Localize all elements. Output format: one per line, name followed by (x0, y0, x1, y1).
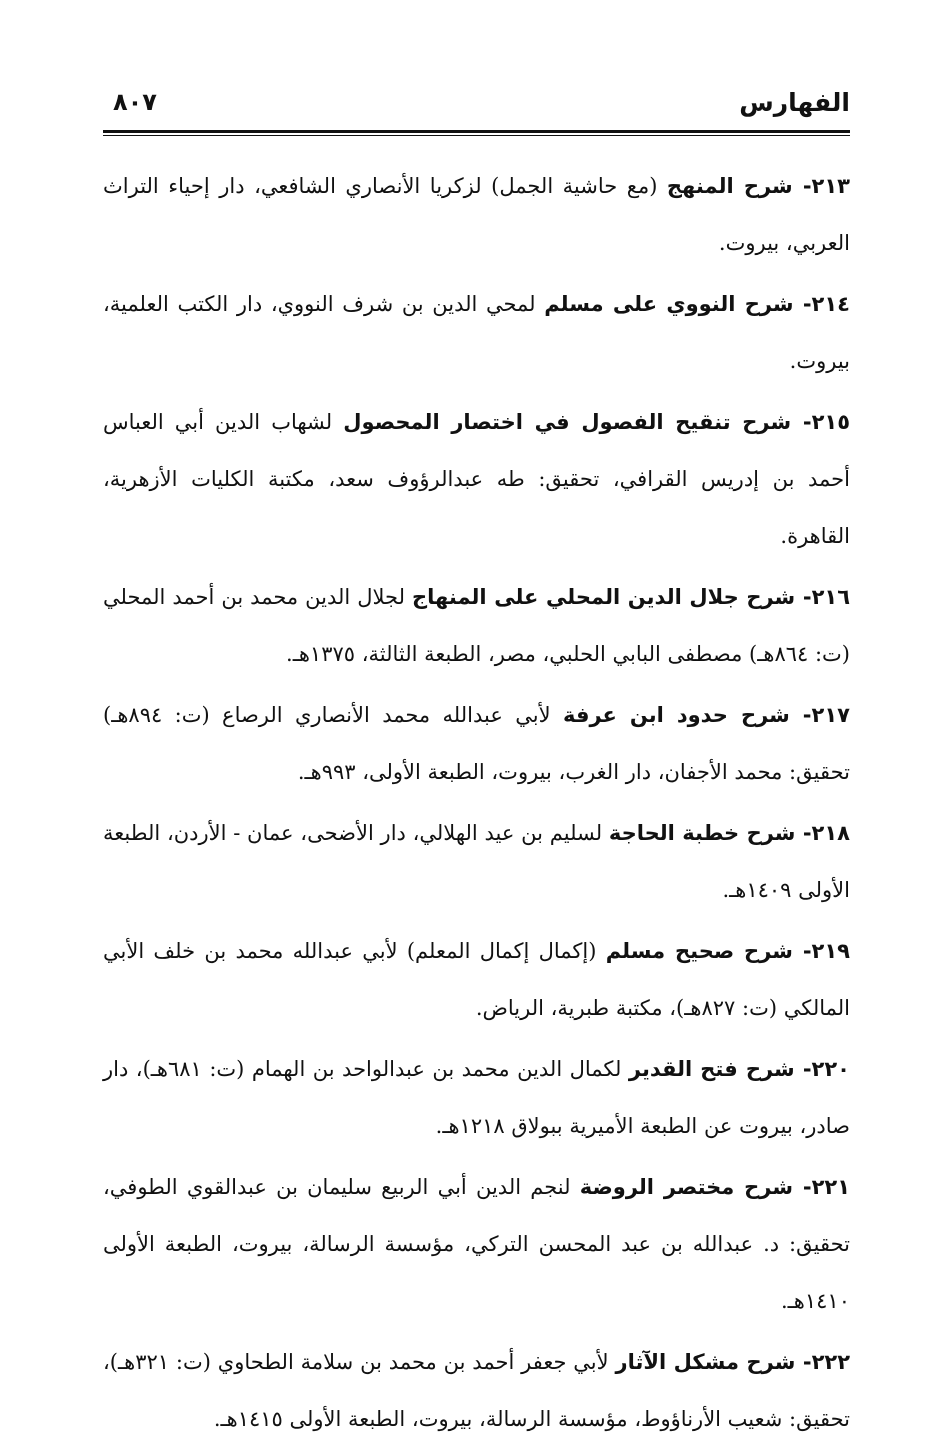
section-title: الفهارس (739, 88, 850, 117)
entry-details: لأبي جعفر أحمد بن محمد بن سلامة الطحاوي (ت: ٣٢١هـ)، تحقيق: شعيب الأرناؤوط، مؤسسة الرسالة، بيروت، الطبعة الأولى ١٤١٥هـ. (103, 1350, 850, 1431)
page-header (103, 88, 850, 130)
entry-details: لنجم الدين أبي الربيع سليمان بن عبدالقوي الطوفي، تحقيق: د. عبدالله بن عبد المحسن التركي، مؤسسة الرسالة، بيروت، الطبعة الأولى ١٤١٠هـ. (103, 1175, 850, 1313)
entry-number: ٢٢٢- (795, 1350, 851, 1374)
entry-number: ٢١٨- (795, 821, 850, 845)
entry-details: لشهاب الدين أبي العباس أحمد بن إدريس القرافي، تحقيق: طه عبدالرؤوف سعد، مكتبة الكليات الأزهرية، القاهرة. (103, 410, 850, 548)
entry-title: شرح مشكل الآثار (615, 1350, 796, 1374)
entry-details: لمحي الدين بن شرف النووي، دار الكتب العلمية، بيروت. (103, 292, 850, 373)
entry-title: شرح النووي على مسلم (544, 292, 794, 316)
entry-title: شرح جلال الدين المحلي على المنهاج (411, 585, 796, 609)
entry-details: لجلال الدين محمد بن أحمد المحلي (ت: ٨٦٤هـ) مصطفى البابي الحلبي، مصر، الطبعة الثالثة، ١٣٧٥هـ. (103, 585, 850, 666)
bibliography-entry (103, 1159, 850, 1330)
bibliography-entry (103, 276, 850, 390)
entry-title: شرح فتح القدير (628, 1057, 795, 1081)
entry-details: (مع حاشية الجمل) لزكريا الأنصاري الشافعي، دار إحياء التراث العربي، بيروت. (103, 174, 850, 255)
entry-details: لأبي عبدالله محمد الأنصاري الرصاع (ت: ٨٩٤هـ) تحقيق: محمد الأجفان، دار الغرب، بيروت، الطبعة الأولى، ٩٩٣هـ. (103, 703, 850, 784)
entry-details: (إكمال إكمال المعلم) لأبي عبدالله محمد بن خلف الأبي المالكي (ت: ٨٢٧هـ)، مكتبة طبرية، الرياض. (103, 939, 850, 1020)
bibliography-entry (103, 1334, 850, 1448)
bibliography-entry (103, 158, 850, 272)
entry-number: ٢١٦- (795, 585, 851, 609)
bibliography-entry (103, 923, 850, 1037)
entry-number: ٢١٧- (789, 703, 850, 727)
header-rule-thick (103, 130, 850, 133)
bibliography-list (103, 158, 850, 1452)
entry-number: ٢١٩- (792, 939, 850, 963)
page-number: ٨٠٧ (113, 88, 157, 116)
entry-title: شرح خطبة الحاجة (608, 821, 796, 845)
bibliography-entry (103, 1041, 850, 1155)
entry-number: ٢٢٠- (794, 1057, 850, 1081)
entry-number: ٢١٥- (791, 410, 851, 434)
bibliography-entry (103, 687, 850, 801)
entry-details: لسليم بن عيد الهلالي، دار الأضحى، عمان - الأردن، الطبعة الأولى ١٤٠٩هـ. (103, 821, 850, 902)
bibliography-entry (103, 569, 850, 683)
entry-details: لكمال الدين محمد بن عبدالواحد بن الهمام (ت: ٦٨١هـ)، دار صادر، بيروت عن الطبعة الأميرية ببولاق ١٢١٨هـ. (103, 1057, 850, 1138)
entry-number: ٢٢١- (793, 1175, 851, 1199)
bibliography-entry (103, 805, 850, 919)
entry-number: ٢١٤- (793, 292, 850, 316)
header-rule-thin (103, 135, 850, 136)
bibliography-entry (103, 394, 850, 565)
entry-title: شرح صحيح مسلم (605, 939, 793, 963)
entry-title: شرح المنهج (666, 174, 793, 198)
entry-number: ٢١٣- (792, 174, 850, 198)
entry-title: شرح حدود ابن عرفة (562, 703, 790, 727)
entry-title: شرح تنقيح الفصول في اختصار المحصول (343, 410, 792, 434)
entry-title: شرح مختصر الروضة (579, 1175, 793, 1199)
